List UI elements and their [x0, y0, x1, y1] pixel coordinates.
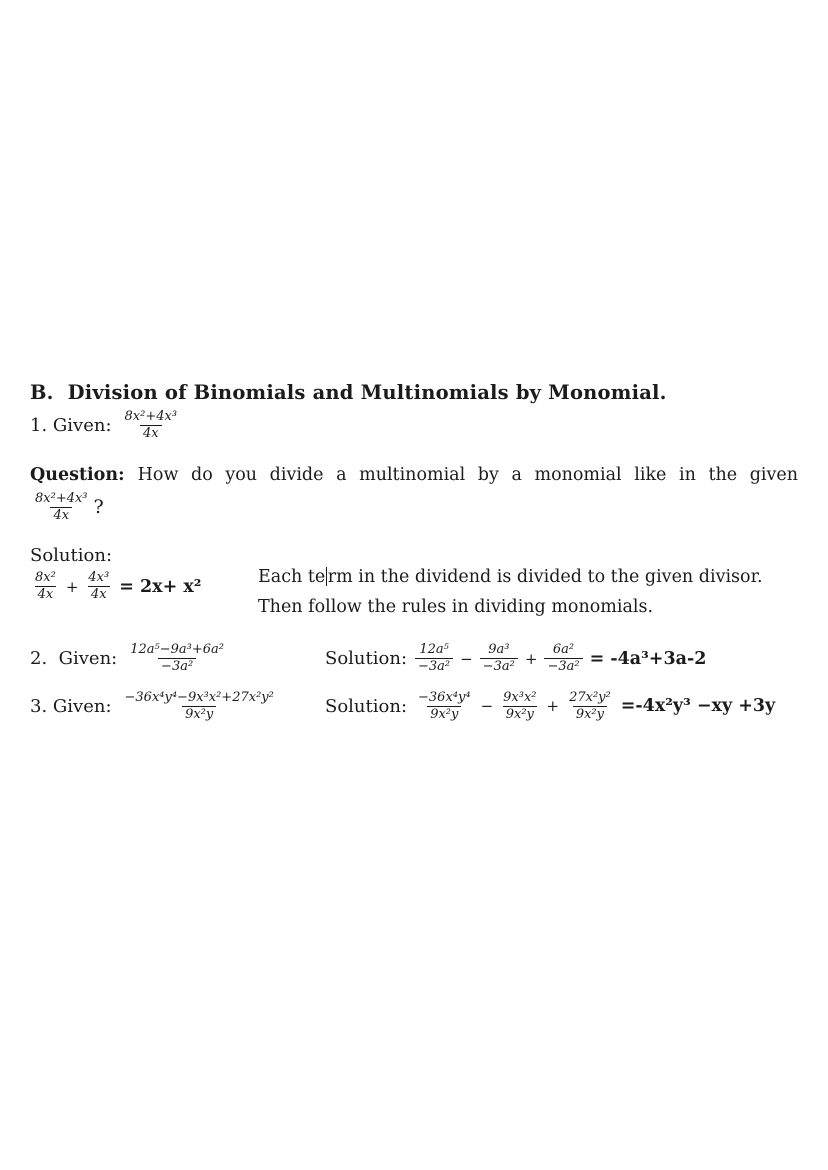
solution-1-row [30, 562, 798, 622]
solution-2-result: = -4a³+3a-2 [589, 648, 707, 669]
fraction-denominator: −3a² [415, 658, 453, 675]
solution-3-line [325, 690, 775, 724]
explanation-note [258, 562, 798, 622]
question-fraction-line [30, 491, 798, 525]
given-2-label: 2. Given: [30, 648, 118, 670]
note-line-1-before-cursor: Each te [258, 567, 326, 587]
fraction-denominator: 9x²y [182, 706, 216, 723]
fraction-denominator: 9x²y [503, 706, 537, 723]
given-2-line [30, 642, 325, 676]
solution-3-fraction-2 [500, 690, 539, 724]
section-heading: B. Division of Binomials and Multinomials by Monomial. [30, 381, 667, 404]
fraction-denominator: −3a² [544, 658, 582, 675]
minus-operator: − [480, 697, 494, 716]
note-line-2: Then follow the rules in dividing monomials. [258, 597, 654, 617]
fraction-denominator: 4x [35, 586, 57, 603]
fraction-denominator: 9x²y [573, 706, 607, 723]
fraction-numerator: 9x³x² [503, 689, 537, 705]
given-2-row [30, 642, 798, 676]
solution-label: Solution: [30, 545, 113, 566]
fraction-numerator: 4x³ [88, 570, 110, 585]
plus-operator: + [65, 577, 79, 596]
fraction-numerator: 27x²y² [569, 689, 611, 705]
fraction-numerator: 12a⁵−9a³+6a² [130, 642, 224, 657]
minus-operator: − [460, 649, 473, 668]
plus-operator: + [546, 697, 560, 716]
given-3-label: 3. Given: [30, 695, 112, 717]
note-line-1 [258, 562, 798, 592]
fraction-numerator: 12a⁵ [419, 642, 449, 657]
solution-2-fraction-3 [544, 642, 582, 676]
question-paragraph [30, 463, 798, 487]
solution-1-fraction-1 [32, 570, 59, 604]
solution-2-line [325, 642, 706, 676]
question-text: How do you divide a multinomial by a monomial like in the given [137, 464, 799, 485]
given-3-line [30, 690, 325, 724]
fraction-denominator: 9x²y [427, 706, 461, 723]
solution-3-label: Solution: [325, 695, 408, 717]
document-content [30, 381, 798, 723]
given-3-row [30, 690, 798, 724]
fraction-numerator: −36x⁴y⁴ [418, 689, 471, 705]
question-mark: ? [93, 496, 104, 519]
given-1-line [30, 409, 798, 443]
question-fraction [32, 491, 91, 525]
fraction-numerator: −36x⁴y⁴−9x³x²+27x²y² [124, 689, 274, 705]
fraction-numerator: 8x²+4x³ [35, 490, 88, 506]
fraction-numerator: 8x² [35, 570, 56, 585]
solution-2-fraction-1 [415, 642, 453, 676]
solution-3-result: =-4x²y³ −xy +3y [620, 696, 776, 717]
fraction-numerator: 6a² [552, 642, 575, 657]
given-3-fraction [122, 690, 277, 724]
solution-3-fraction-3 [566, 690, 614, 724]
fraction-numerator: 9a³ [488, 642, 510, 657]
solution-1-equation [30, 570, 258, 604]
given-1-label: 1. Given: [30, 415, 112, 437]
note-line-1-after-cursor: rm in the dividend is divided to the given divisor. [327, 567, 763, 587]
fraction-numerator: 8x²+4x³ [124, 409, 178, 424]
question-label: Question: [30, 464, 138, 485]
fraction-denominator: 4x [50, 507, 72, 524]
plus-operator: + [524, 649, 538, 668]
solution-2-label: Solution: [325, 648, 408, 670]
given-2-fraction [127, 642, 227, 676]
solution-1-fraction-2 [85, 570, 112, 604]
given-1-fraction [122, 409, 181, 443]
solution-3-fraction-1 [415, 690, 474, 724]
solution-1-result: = 2x+ x² [119, 576, 202, 597]
solution-2-fraction-2 [480, 642, 518, 676]
fraction-denominator: 4x [88, 586, 110, 603]
fraction-denominator: −3a² [480, 658, 518, 675]
fraction-denominator: 4x [140, 425, 162, 442]
fraction-denominator: −3a² [158, 658, 196, 675]
